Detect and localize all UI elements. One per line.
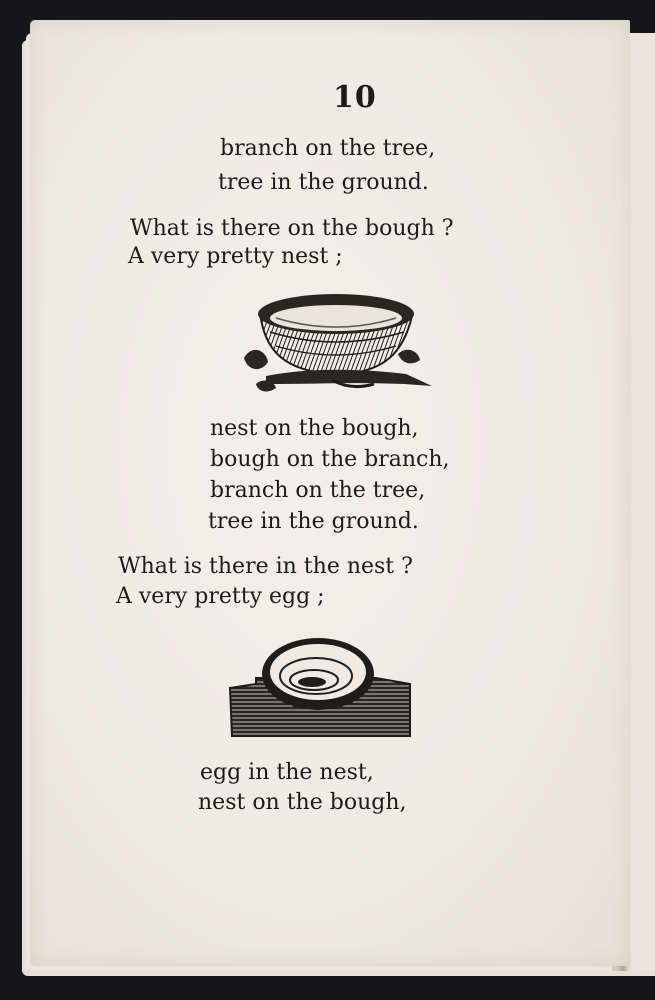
verse-line: A very pretty egg ;: [116, 584, 325, 609]
nest-woodcut-icon: [236, 288, 446, 396]
verse-line: egg in the nest,: [200, 760, 374, 785]
verse-line: nest on the bough,: [210, 416, 419, 441]
verse-line: A very pretty nest ;: [128, 244, 343, 269]
verse-line: branch on the tree,: [210, 478, 426, 503]
egg-woodcut-icon: [226, 632, 414, 742]
verse-line: tree in the ground.: [208, 509, 419, 534]
verse-line: nest on the bough,: [198, 790, 407, 815]
verse-line: branch on the tree,: [220, 136, 436, 161]
book-page: [30, 20, 630, 966]
verse-line: bough on the branch,: [210, 447, 450, 472]
verse-line: What is there on the bough ?: [130, 216, 454, 241]
verse-line: tree in the ground.: [218, 170, 429, 195]
page-number: 10: [333, 80, 377, 115]
verse-line: What is there in the nest ?: [118, 554, 413, 579]
